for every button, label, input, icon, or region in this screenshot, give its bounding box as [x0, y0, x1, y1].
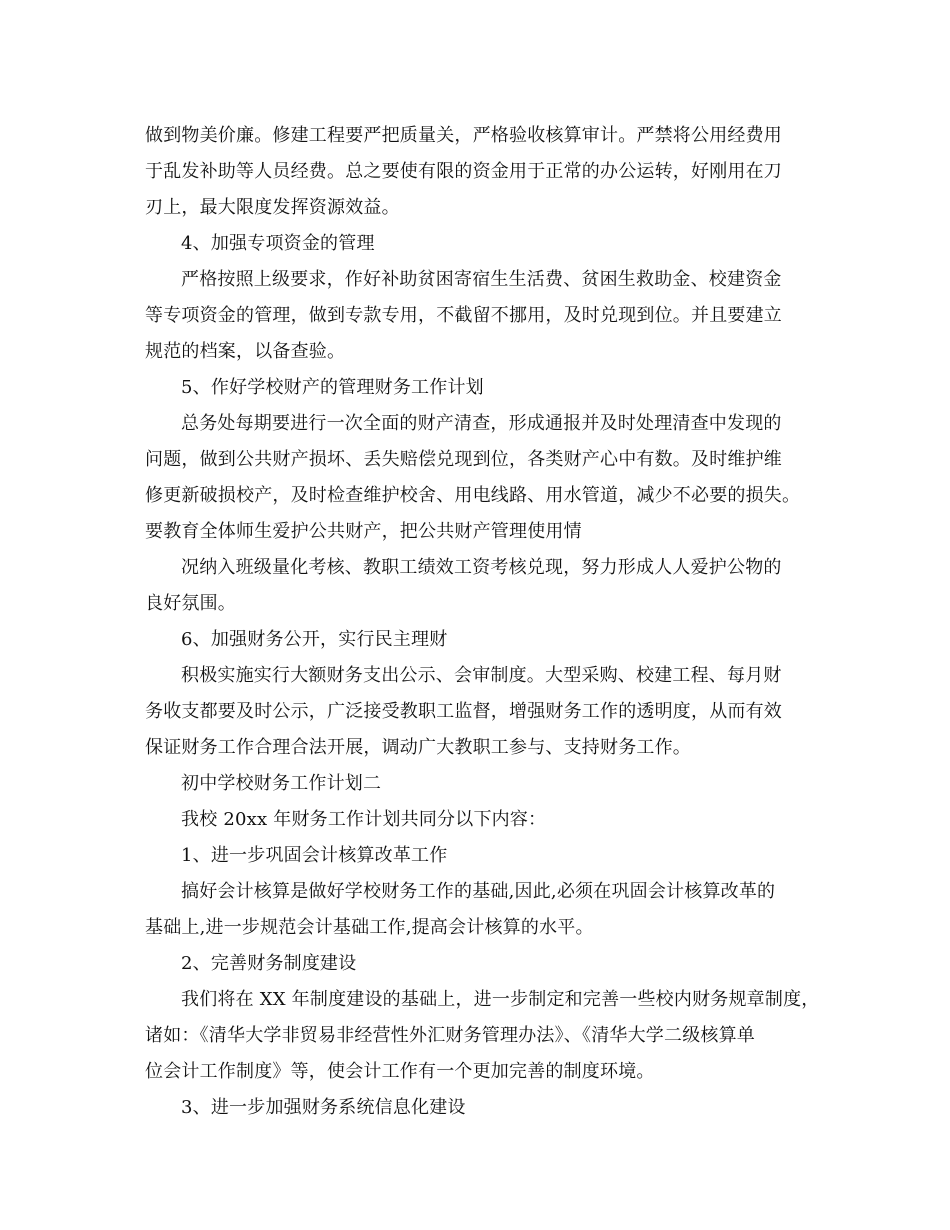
text-line: 况纳入班级量化考核、教职工绩效工资考核兑现，努力形成人人爱护公物的: [181, 557, 782, 578]
text-line: 6、加强财务公开，实行民主理财: [181, 629, 448, 650]
text-line: 我校 20xx 年财务工作计划共同分以下内容：: [181, 809, 547, 830]
text-line: 诸如：《清华大学非贸易非经营性外汇财务管理办法》、《清华大学二级核算单: [145, 1025, 755, 1046]
text-line: 刃上，最大限度发挥资源效益。: [145, 197, 400, 218]
text-line: 基础上,进一步规范会计基础工作,提高会计核算的水平。: [145, 917, 594, 938]
text-line: 3、进一步加强财务系统信息化建设: [181, 1097, 466, 1118]
text-line: 做到物美价廉。修建工程要严把质量关，严格验收核算审计。严禁将公用经费用: [145, 125, 782, 146]
text-line: 务收支都要及时公示，广泛接受教职工监督，增强财务工作的透明度，从而有效: [145, 701, 782, 722]
text-line: 于乱发补助等人员经费。总之要使有限的资金用于正常的办公运转，好刚用在刀: [145, 161, 782, 182]
text-line: 规范的档案，以备查验。: [145, 341, 346, 362]
text-line: 严格按照上级要求，作好补助贫困寄宿生生活费、贫困生救助金、校建资金: [181, 269, 782, 290]
text-line: 问题，做到公共财产损坏、丢失赔偿兑现到位，各类财产心中有数。及时维护维: [145, 449, 782, 470]
text-line: 修更新破损校产，及时检查维护校舍、用电线路、用水管道，减少不必要的损失。: [145, 485, 801, 506]
text-line: 总务处每期要进行一次全面的财产清查，形成通报并及时处理清查中发现的: [181, 413, 782, 434]
text-line: 我们将在 XX 年制度建设的基础上，进一步制定和完善一些校内财务规章制度，: [181, 989, 820, 1010]
text-line: 要教育全体师生爱护公共财产，把公共财产管理使用情: [145, 521, 582, 542]
text-line: 积极实施实行大额财务支出公示、会审制度。大型采购、校建工程、每月财: [181, 665, 782, 686]
text-line: 4、加强专项资金的管理: [181, 233, 375, 254]
text-line: 搞好会计核算是做好学校财务工作的基础,因此,必须在巩固会计核算改革的: [181, 881, 776, 902]
text-line: 5、作好学校财产的管理财务工作计划: [181, 377, 484, 398]
text-line: 良好氛围。: [145, 593, 236, 614]
text-line: 等专项资金的管理，做到专款专用，不截留不挪用，及时兑现到位。并且要建立: [145, 305, 782, 326]
document-body: [145, 118, 820, 1126]
text-line: 2、完善财务制度建设: [181, 953, 357, 974]
text-line: 保证财务工作合理合法开展，调动广大教职工参与、支持财务工作。: [145, 737, 691, 758]
text-line: 位会计工作制度》等，使会计工作有一个更加完善的制度环境。: [145, 1061, 655, 1082]
text-line: 初中学校财务工作计划二: [181, 773, 382, 794]
text-line: 1、进一步巩固会计核算改革工作: [181, 845, 448, 866]
